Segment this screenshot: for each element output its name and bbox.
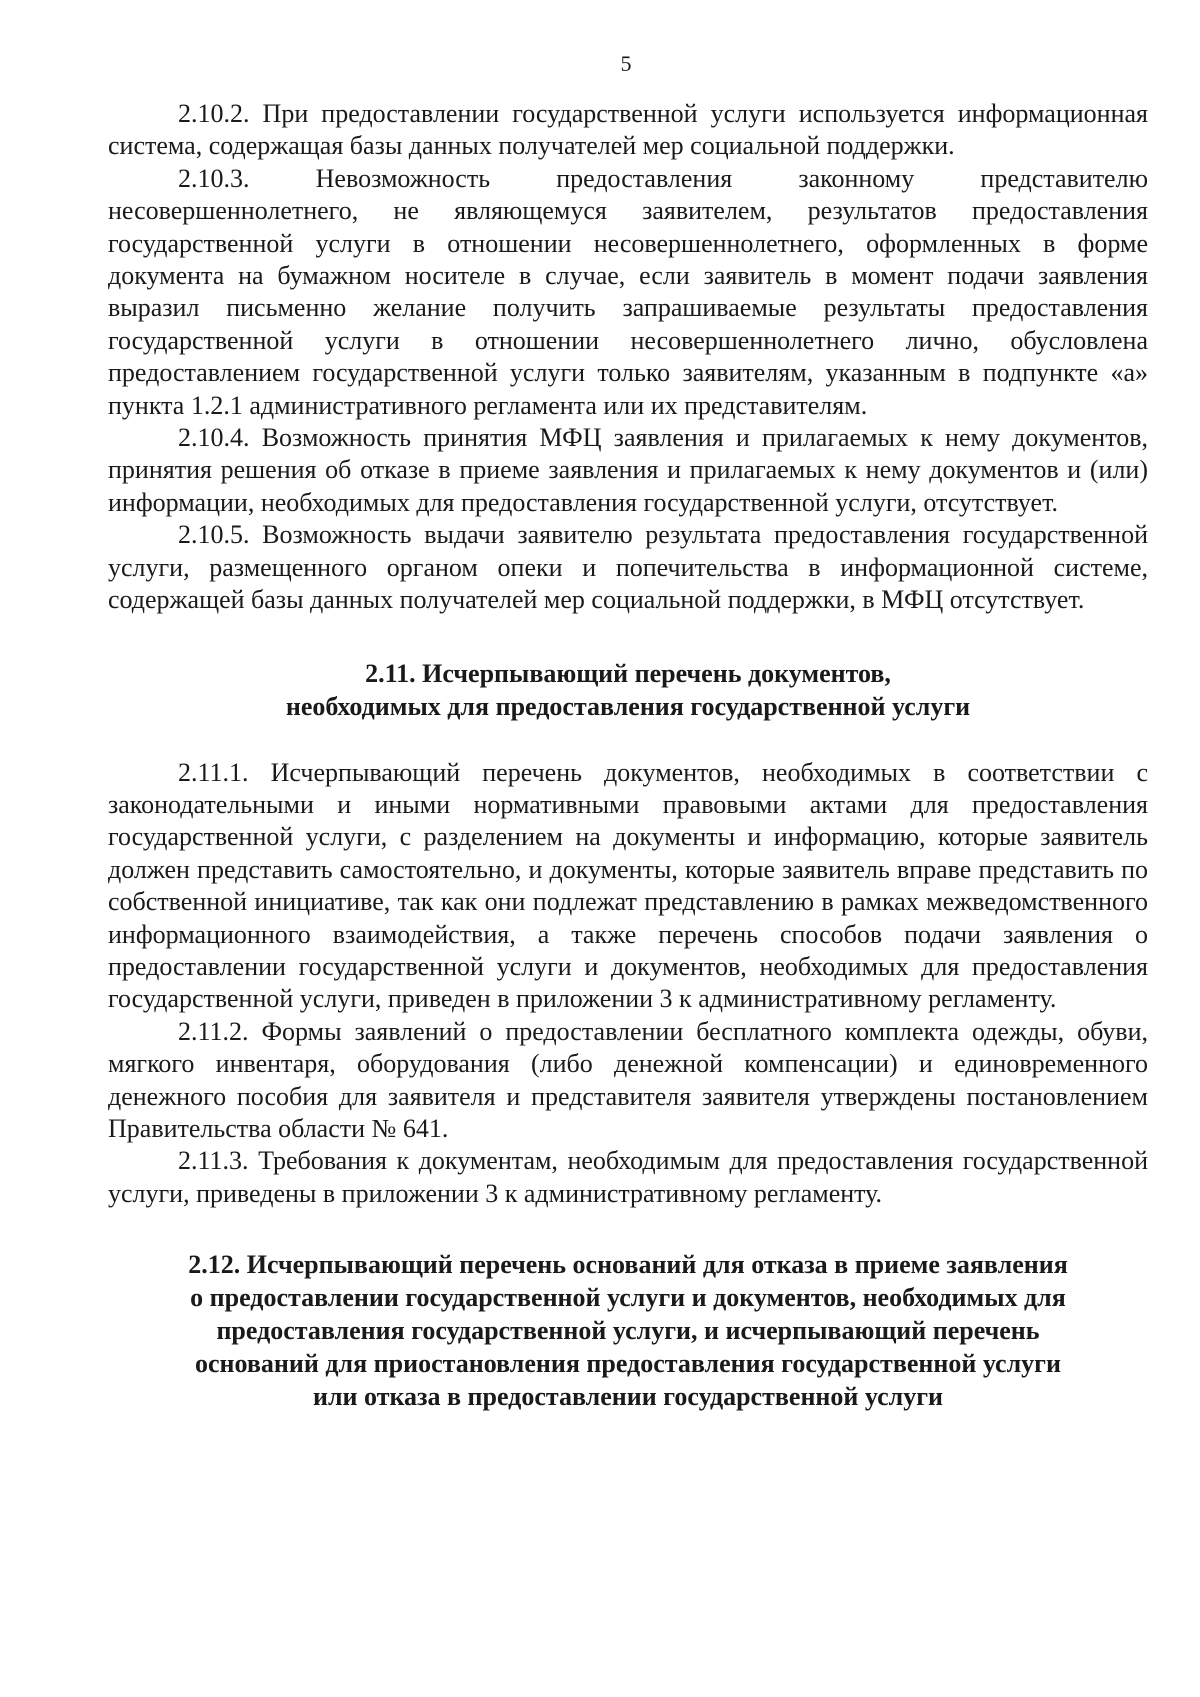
paragraph-2-10-2: 2.10.2. При предоставлении государственной услуги используется информационная система, содержащая базы данных получателей мер социальной поддержки. — [108, 99, 1148, 161]
document-body — [108, 98, 1148, 1413]
page-number: 5 — [620, 51, 632, 76]
section-heading-2-12 — [108, 1248, 1148, 1413]
heading-line: или отказа в предоставлении государственной услуги — [312, 1382, 944, 1412]
heading-line: оснований для приостановления предоставления государственной услуги — [195, 1349, 1061, 1379]
paragraph-2-11-2: 2.11.2. Формы заявлений о предоставлении бесплатного комплекта одежды, обуви, мягкого инвентаря, оборудования (либо денежной компенсации) и единовременного денежного пособия для заявителя и представителя заявителя утверждены постановлением Правительства области № 641. — [108, 1016, 1148, 1143]
heading-line: о предоставлении государственной услуги и документов, необходимых для — [190, 1283, 1066, 1313]
heading-line: 2.12. Исчерпывающий перечень оснований для отказа в приеме заявления — [188, 1250, 1068, 1280]
section-heading-2-11 — [108, 657, 1148, 723]
heading-line: 2.11. Исчерпывающий перечень документов, — [365, 658, 891, 688]
heading-line: необходимых для предоставления государственной услуги — [285, 691, 971, 721]
paragraph-2-10-4: 2.10.4. Возможность принятия МФЦ заявления и прилагаемых к нему документов, принятия решения об отказе в приеме заявления и прилагаемых к нему документов и (или) информации, необходимых для предоставления государственной услуги, отсутствует. — [108, 423, 1148, 517]
paragraph-2-11-3: 2.11.3. Требования к документам, необходимым для предоставления государственной услуги, приведены в приложении 3 к административному регламенту. — [108, 1146, 1148, 1208]
paragraph-2-10-5: 2.10.5. Возможность выдачи заявителю результата предоставления государственной услуги, размещенного органом опеки и попечительства в информационной системе, содержащей базы данных получателей мер социальной поддержки, в МФЦ отсутствует. — [108, 520, 1148, 615]
heading-line: предоставления государственной услуги, и исчерпывающий перечень — [216, 1316, 1040, 1346]
paragraph-2-11-1: 2.11.1. Исчерпывающий перечень документов, необходимых в соответствии с законодательными и иными нормативными правовыми актами для предоставления государственной услуги, с разделением на документы и информацию, которые заявитель должен представить самостоятельно, и документы, которые заявитель вправе представить по собственной инициативе, так как они подлежат представлению в рамках межведомственного информационного взаимодействия, а также перечень способов подачи заявления о предоставлении государственной услуги и документов, необходимых для предоставления государственной услуги, приведен в приложении 3 к административному регламенту. — [108, 757, 1148, 1014]
paragraph-2-10-3: 2.10.3. Невозможность предоставления законному представителю несовершеннолетнего, не являющемуся заявителем, результатов предоставления государственной услуги в отношении несовершеннолетнего, оформленных в форме документа на бумажном носителе в случае, если заявитель в момент подачи заявления выразил письменно желание получить запрашиваемые результаты предоставления государственной услуги в отношении несовершеннолетнего лично, обусловлена предоставлением государственной услуги только заявителям, указанным в подпункте «а» пункта 1.2.1 административного регламента или их представителям. — [108, 163, 1148, 420]
